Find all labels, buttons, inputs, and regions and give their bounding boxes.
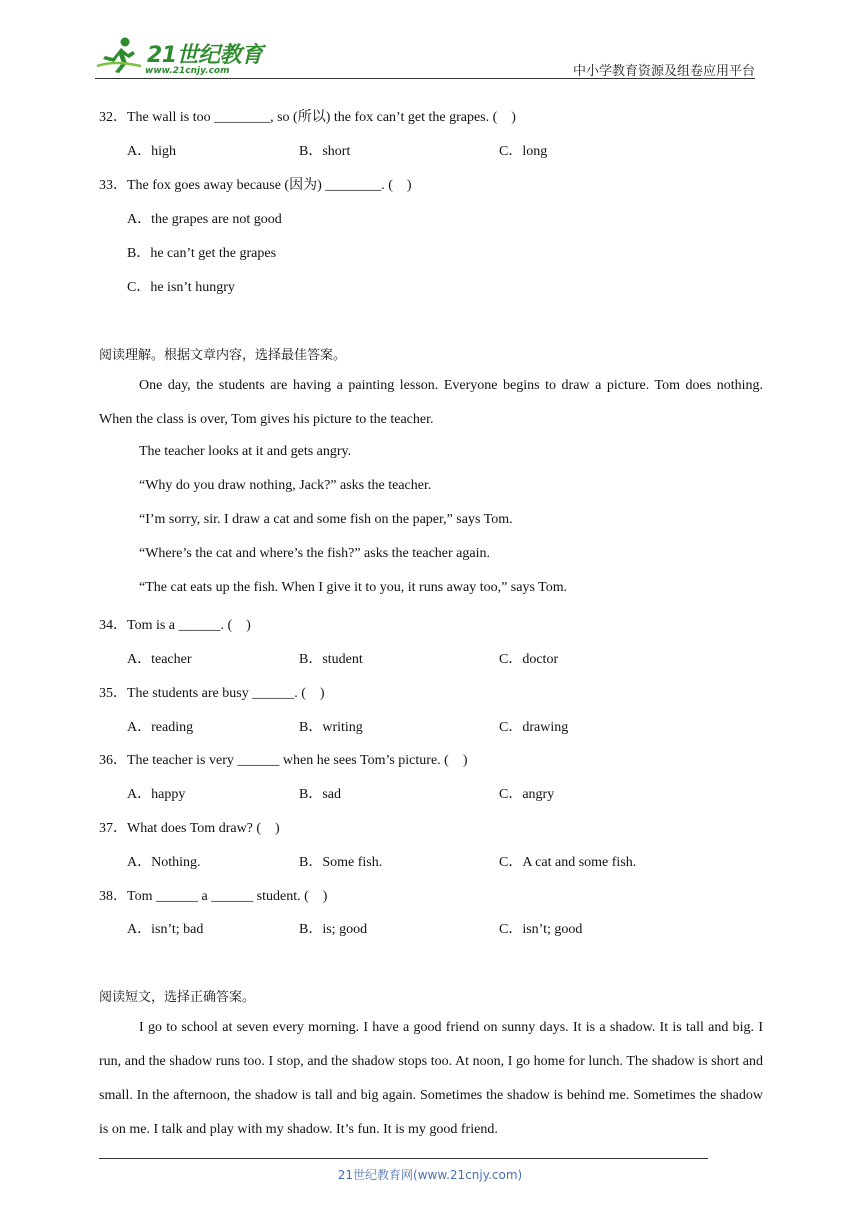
question-36-option-b[interactable]: B．sad: [299, 787, 341, 802]
question-34-option-c[interactable]: C．doctor: [499, 652, 559, 667]
logo-url: www.21cnjy.com: [145, 66, 230, 76]
question-32-option-a[interactable]: A．high: [127, 144, 176, 159]
question-35-option-b[interactable]: B．writing: [299, 720, 363, 735]
question-35-stem: 35．The students are busy ______. ( ): [99, 686, 325, 701]
question-32-stem: 32．The wall is too ________, so (所以) the fox can’t get the grapes. ( ): [99, 110, 516, 125]
question-35-option-a[interactable]: A．reading: [127, 720, 194, 735]
logo-text: 21世纪教育: [147, 43, 263, 68]
question-38-option-c[interactable]: C．isn’t; good: [499, 922, 583, 937]
question-38-option-b[interactable]: B．is; good: [299, 922, 368, 937]
section-3-instruction: 阅读短文，选择正确答案。: [99, 990, 256, 1005]
question-34-option-b[interactable]: B．student: [299, 652, 363, 667]
question-32-option-b[interactable]: B．short: [299, 144, 351, 159]
question-32-option-c[interactable]: C．long: [499, 144, 548, 159]
question-38-stem: 38．Tom ______ a ______ student. ( ): [99, 889, 328, 904]
question-37-option-a[interactable]: A．Nothing.: [127, 855, 201, 870]
passage-2-paragraph-2: The teacher looks at it and gets angry.: [139, 444, 352, 459]
passage-2-paragraph-5: “Where’s the cat and where’s the fish?” asks the teacher again.: [139, 546, 490, 561]
question-33-stem: 33．The fox goes away because (因为) ________. ( ): [99, 178, 412, 193]
question-36-option-a[interactable]: A．happy: [127, 787, 186, 802]
passage-2-paragraph-6: “The cat eats up the fish. When I give it to you, it runs away too,” says Tom.: [139, 580, 568, 595]
question-34-stem: 34．Tom is a ______. ( ): [99, 618, 251, 633]
platform-title: 中小学教育资源及组卷应用平台: [572, 64, 755, 79]
page-header: [95, 30, 755, 79]
page-footer: 21世纪教育网(www.21cnjy.com): [337, 1168, 523, 1182]
runner-logo-icon: [95, 36, 145, 74]
question-37-option-c[interactable]: C．A cat and some fish.: [499, 855, 637, 870]
passage-2-paragraph-1: One day, the students are having a painting lesson. Everyone begins to draw a picture. Tom does nothing. When the class is over, Tom gives his picture to the teacher.: [99, 378, 763, 427]
question-33-option-b[interactable]: B．he can’t get the grapes: [127, 246, 277, 261]
question-34-option-a[interactable]: A．teacher: [127, 652, 192, 667]
question-35-option-c[interactable]: C．drawing: [499, 720, 569, 735]
question-36-option-c[interactable]: C．angry: [499, 787, 555, 802]
question-33-option-a[interactable]: A．the grapes are not good: [127, 212, 282, 227]
passage-2-paragraph-4: “I’m sorry, sir. I draw a cat and some fish on the paper,” says Tom.: [139, 512, 513, 527]
logo: [95, 36, 265, 76]
section-2-instruction: 阅读理解。根据文章内容，选择最佳答案。: [99, 348, 347, 363]
footer-divider: [99, 1158, 708, 1159]
question-37-option-b[interactable]: B．Some fish.: [299, 855, 383, 870]
question-37-stem: 37．What does Tom draw? ( ): [99, 821, 280, 836]
passage-2-paragraph-3: “Why do you draw nothing, Jack?” asks the teacher.: [139, 478, 432, 493]
question-36-stem: 36．The teacher is very ______ when he sees Tom’s picture. ( ): [99, 753, 468, 768]
passage-3-paragraph-1: I go to school at seven every morning. I have a good friend on sunny days. It is a shadow. It is tall and big. I run, and the shadow runs too. I stop, and the shadow stops too. At noon, I go home for lunch. The shadow is short and small. In the afternoon, the shadow is tall and big again. Sometimes the shadow is behind me. Sometimes the shadow is on me. I talk and play with my shadow. It’s fun. It is my good friend.: [99, 1020, 763, 1137]
question-38-option-a[interactable]: A．isn’t; bad: [127, 922, 204, 937]
question-33-option-c[interactable]: C．he isn’t hungry: [127, 280, 235, 295]
